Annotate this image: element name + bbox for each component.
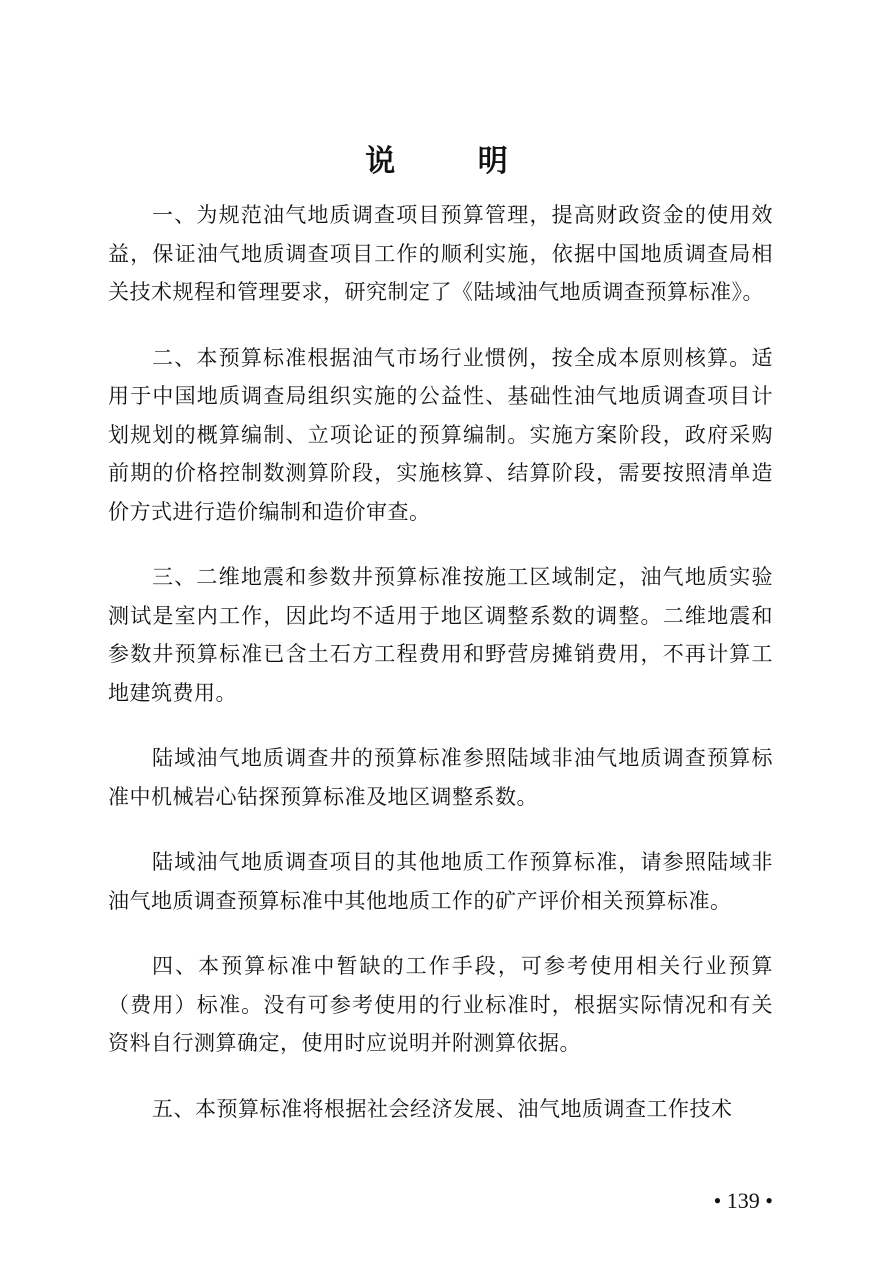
- paragraph-6: 四、本预算标准中暂缺的工作手段，可参考使用相关行业预算（费用）标准。没有可参考使用的行业标准时，根据实际情况和有关资料自行测算确定，使用时应说明并附测算依据。: [108, 954, 773, 1055]
- page-number: • 139 •: [713, 1188, 773, 1213]
- paragraph-5: 陆域油气地质调查项目的其他地质工作预算标准，请参照陆域非油气地质调查预算标准中其他地质工作的矿产评价相关预算标准。: [108, 850, 773, 913]
- document-body: [108, 196, 773, 1155]
- paragraph-2: 二、本预算标准根据油气市场行业惯例，按全成本原则核算。适用于中国地质调查局组织实施的公益性、基础性油气地质调查项目计划规划的概算编制、立项论证的预算编制。实施方案阶段，政府采购前期的价格控制数测算阶段，实施核算、结算阶段，需要按照清单造价方式进行造价编制和造价审查。: [108, 345, 773, 524]
- paragraph-7: 五、本预算标准将根据社会经济发展、油气地质调查工作技术: [152, 1096, 733, 1121]
- paragraph-3: 三、二维地震和参数井预算标准按施工区域制定，油气地质实验测试是室内工作，因此均不适用于地区调整系数的调整。二维地震和参数井预算标准已含土石方工程费用和野营房摊销费用，不再计算工地建筑费用。: [108, 565, 773, 705]
- page-title: 说 明: [365, 144, 544, 179]
- paragraph-4: 陆域油气地质调查井的预算标准参照陆域非油气地质调查预算标准中机械岩心钻探预算标准及地区调整系数。: [108, 746, 773, 809]
- paragraph-1: 一、为规范油气地质调查项目预算管理，提高财政资金的使用效益，保证油气地质调查项目工作的顺利实施，依据中国地质调查局相关技术规程和管理要求，研究制定了《陆域油气地质调查预算标准》。: [108, 203, 773, 304]
